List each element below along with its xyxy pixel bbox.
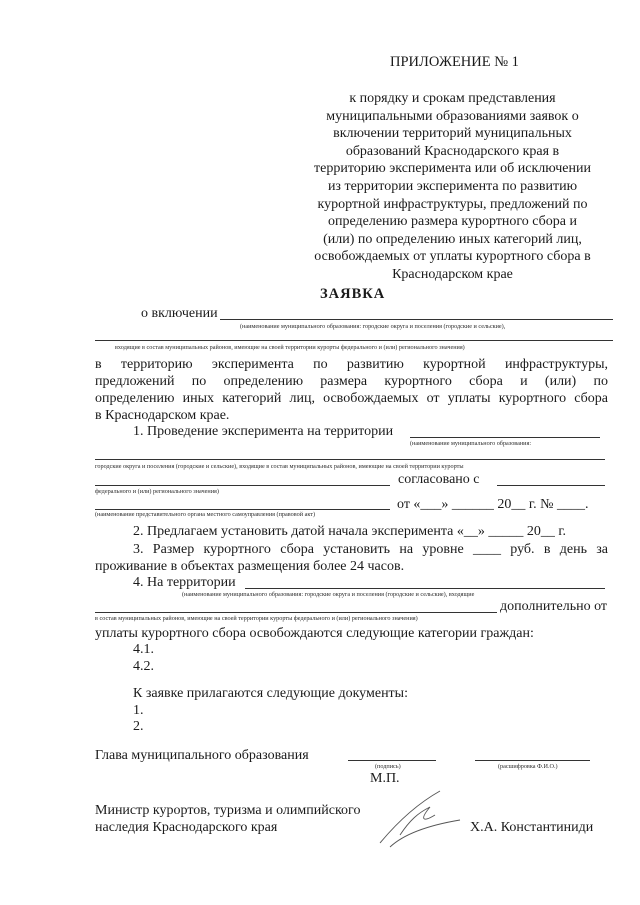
appendix-title: ПРИЛОЖЕНИЕ № 1 bbox=[390, 54, 519, 70]
attached-label: К заявке прилагаются следующие документы: bbox=[133, 686, 408, 701]
field-item1-territory-cont[interactable] bbox=[95, 459, 605, 460]
doc-item-2: 2. bbox=[133, 719, 144, 734]
field-name-decode[interactable] bbox=[475, 760, 590, 761]
field-item4-territory[interactable] bbox=[245, 588, 605, 589]
head-label: Глава муниципального образования bbox=[95, 748, 309, 763]
field-item1-federal[interactable] bbox=[95, 485, 390, 486]
appendix-line: образований Краснодарского края в bbox=[345, 143, 560, 159]
minister-title-line-2: наследия Краснодарского края bbox=[95, 820, 278, 835]
handwritten-signature bbox=[360, 785, 470, 850]
intro-line-2: предложений по определению размера курортного сбора и (или) по bbox=[95, 374, 608, 389]
item-3-line-1: 3. Размер курортного сбора установить на уровне ____ руб. в день за bbox=[133, 542, 608, 557]
exempt-label: уплаты курортного сбора освобождаются следующие категории граждан: bbox=[95, 626, 534, 641]
appendix-line: освобождаемых от уплаты курортного сбора в bbox=[314, 249, 591, 265]
appendix-line: (или) по определению иных категорий лиц, bbox=[323, 231, 582, 247]
item-4-label: 4. На территории bbox=[133, 575, 236, 590]
hint-item1-cont: городские округа и поселения (городские и сельские), входящие в состав муниципальных районов, имеющие на своей территории курорты bbox=[95, 463, 464, 470]
stamp-label: М.П. bbox=[370, 771, 400, 786]
hint-item1: (наименование муниципального образования: bbox=[410, 440, 532, 447]
intro-line-1: в территорию эксперимента по развитию курортной инфраструктуры, bbox=[95, 357, 608, 372]
appendix-line: муниципальными образованиями заявок о bbox=[326, 108, 579, 124]
hint-item4-cont: в состав муниципальных районов, имеющие на своей территории курорты федерального и (или) регионального значения) bbox=[95, 615, 418, 622]
minister-title-line-1: Министр курортов, туризма и олимпийского bbox=[95, 803, 361, 818]
additional-label: дополнительно от bbox=[500, 599, 608, 614]
sub-item-4-1: 4.1. bbox=[133, 642, 154, 657]
hint-item4: (наименование муниципального образования: городские округа и поселения (городские и сельские), входящие bbox=[182, 591, 475, 598]
agreed-label: согласовано с bbox=[398, 472, 480, 487]
doc-item-1: 1. bbox=[133, 703, 144, 718]
appendix-line: включении территорий муниципальных bbox=[333, 126, 572, 142]
appendix-line: территорию эксперимента или об исключении bbox=[314, 161, 591, 177]
hint-signature: (подпись) bbox=[375, 763, 401, 770]
appendix-line: к порядку и срокам представления bbox=[349, 91, 556, 106]
form-title: ЗАЯВКА bbox=[320, 286, 386, 302]
appendix-text-block bbox=[300, 90, 605, 284]
field-signature[interactable] bbox=[348, 760, 436, 761]
item-3-line-2: проживание в объектах размещения более 24 часов. bbox=[95, 559, 405, 574]
minister-name: Х.А. Константиниди bbox=[470, 820, 594, 835]
field-body-name[interactable] bbox=[95, 509, 390, 510]
intro-line-4: в Краснодарском крае. bbox=[95, 408, 230, 423]
field-mo-name-cont[interactable] bbox=[95, 340, 613, 341]
hint-name-decode: (расшифровка Ф.И.О.) bbox=[498, 763, 558, 770]
appendix-line: определению размера курортного сбора и bbox=[328, 214, 577, 230]
appendix-line: из территории эксперимента по развитию bbox=[327, 178, 578, 194]
field-mo-name[interactable] bbox=[220, 319, 613, 320]
item-2-label: 2. Предлагаем установить датой начала эксперимента «__» _____ 20__ г. bbox=[133, 524, 567, 539]
hint-mo-type: (наименование муниципального образования: городские округа и поселения (городские и сельские), bbox=[240, 323, 506, 330]
appendix-line: курортной инфраструктуры, предложений по bbox=[317, 196, 588, 212]
date-line: от «___» ______ 20__ г. № ____. bbox=[397, 497, 589, 512]
field-agreed-with[interactable] bbox=[497, 485, 605, 486]
hint-mo-type-cont: входящие в состав муниципальных районов, имеющие на своей территории курорты федерального и (или) регионального значения) bbox=[115, 344, 465, 351]
appendix-line: Краснодарском крае bbox=[392, 266, 513, 282]
field-item1-territory[interactable] bbox=[410, 437, 600, 438]
hint-body: (наименование представительного органа местного самоуправления (правовой акт) bbox=[95, 511, 316, 518]
field-item4-territory-cont[interactable] bbox=[95, 612, 497, 613]
hint-agreed: федерального и (или) регионального значения) bbox=[95, 488, 219, 495]
item-1-label: 1. Проведение эксперимента на территории bbox=[133, 424, 394, 439]
about-label: о включении bbox=[141, 306, 218, 321]
intro-line-3: определению иных категорий лиц, освобождаемых от уплаты курортного сбора bbox=[95, 391, 608, 406]
sub-item-4-2: 4.2. bbox=[133, 659, 154, 674]
